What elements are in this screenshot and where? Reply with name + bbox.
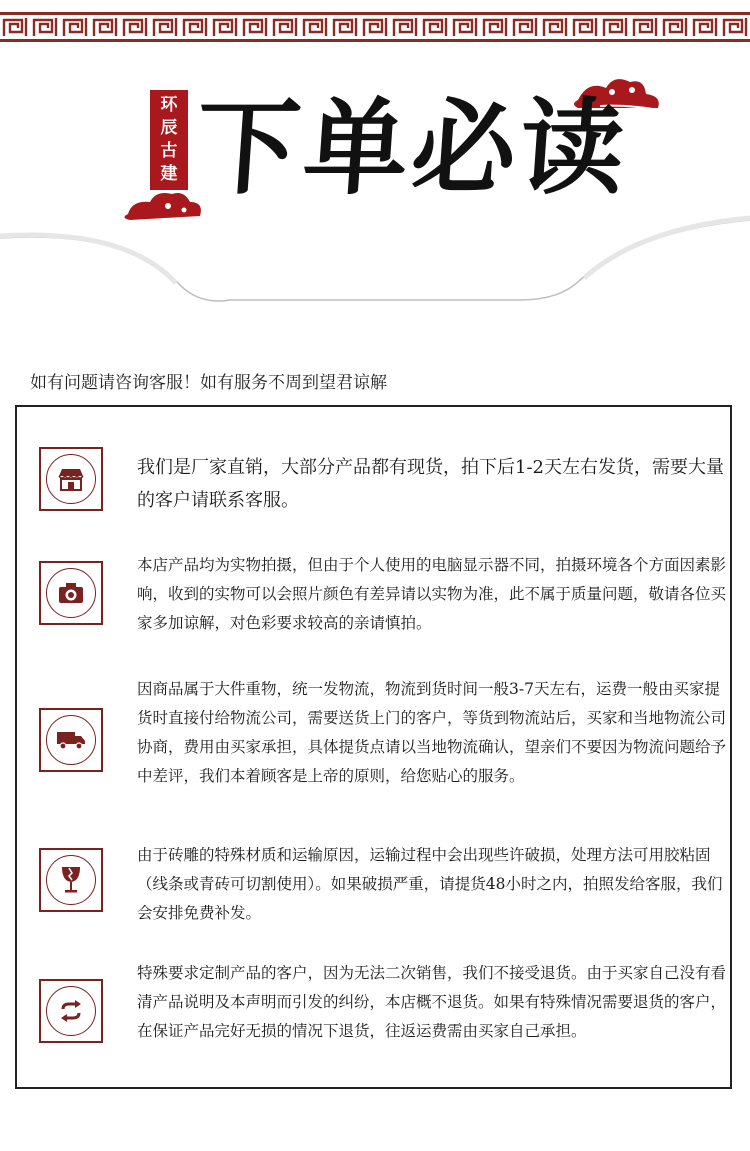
camera-icon — [57, 581, 85, 605]
auspicious-cloud-left-icon — [124, 193, 200, 220]
store-icon — [56, 466, 86, 492]
item-icon-frame — [39, 708, 103, 772]
notice-item — [17, 525, 730, 663]
notice-item — [17, 959, 730, 1091]
notice-item — [17, 841, 730, 959]
brand-char: 建 — [160, 164, 178, 184]
item-text: 特殊要求定制产品的客户，因为无法二次销售，我们不接受退货。由于买家自己没有看清产品说明及本声明而引发的纠纷，本店概不退货。如果有特殊情况需要退货的客户，在保证产品完好无损的情况下退货，往返运费需由买家自己承担。 — [137, 964, 727, 1040]
item-text: 由于砖雕的特殊材质和运输原因，运输过程中会出现些许破损，处理方法可用胶粘固（线条或青砖可切割使用）。如果破损严重，请提货48小时之内，拍照发给客服，我们会安排免费补发。 — [137, 846, 723, 922]
page-title: 下单必读 — [191, 86, 633, 209]
brand-char: 环 — [160, 95, 178, 115]
truck-icon — [56, 729, 86, 751]
notice-panel — [15, 405, 732, 1089]
broken-glass-icon — [60, 865, 82, 895]
service-notice: 如有问题请咨询客服！如有服务不周到望君谅解 — [30, 373, 387, 393]
notice-item — [17, 407, 730, 525]
item-text: 因商品属于大件重物，统一发物流，物流到货时间一般3-7天左右，运费一般由买家提货时直接付给物流公司，需要送货上门的客户，等货到物流站后，买家和当地物流公司协商，费用由买家承担，具体提货点请以当地物流确认，望亲们不要因为物流问题给予中差评，我们本着顾客是上帝的原则，给您贴心的服务。 — [137, 680, 727, 785]
item-text: 本店产品均为实物拍摄，但由于个人使用的电脑显示器不同，拍摄环境各个方面因素影响，收到的实物可以会照片颜色有差异请以实物为准，此不属于质量问题，敬请各位买家多加谅解，对色彩要求较高的亲请慎拍。 — [137, 556, 727, 632]
item-text: 我们是厂家直销，大部分产品都有现货，拍下后1-2天左右发货，需要大量的客户请联系客服。 — [137, 457, 724, 511]
notice-item — [17, 663, 730, 841]
brand-char: 辰 — [160, 118, 178, 138]
header-banner — [0, 0, 750, 330]
item-icon-frame — [39, 979, 103, 1043]
brand-seal — [150, 90, 188, 190]
item-icon-frame — [39, 848, 103, 912]
brand-char: 古 — [160, 141, 178, 161]
item-icon-frame — [39, 561, 103, 625]
item-icon-frame — [39, 447, 103, 511]
exchange-icon — [57, 999, 85, 1023]
